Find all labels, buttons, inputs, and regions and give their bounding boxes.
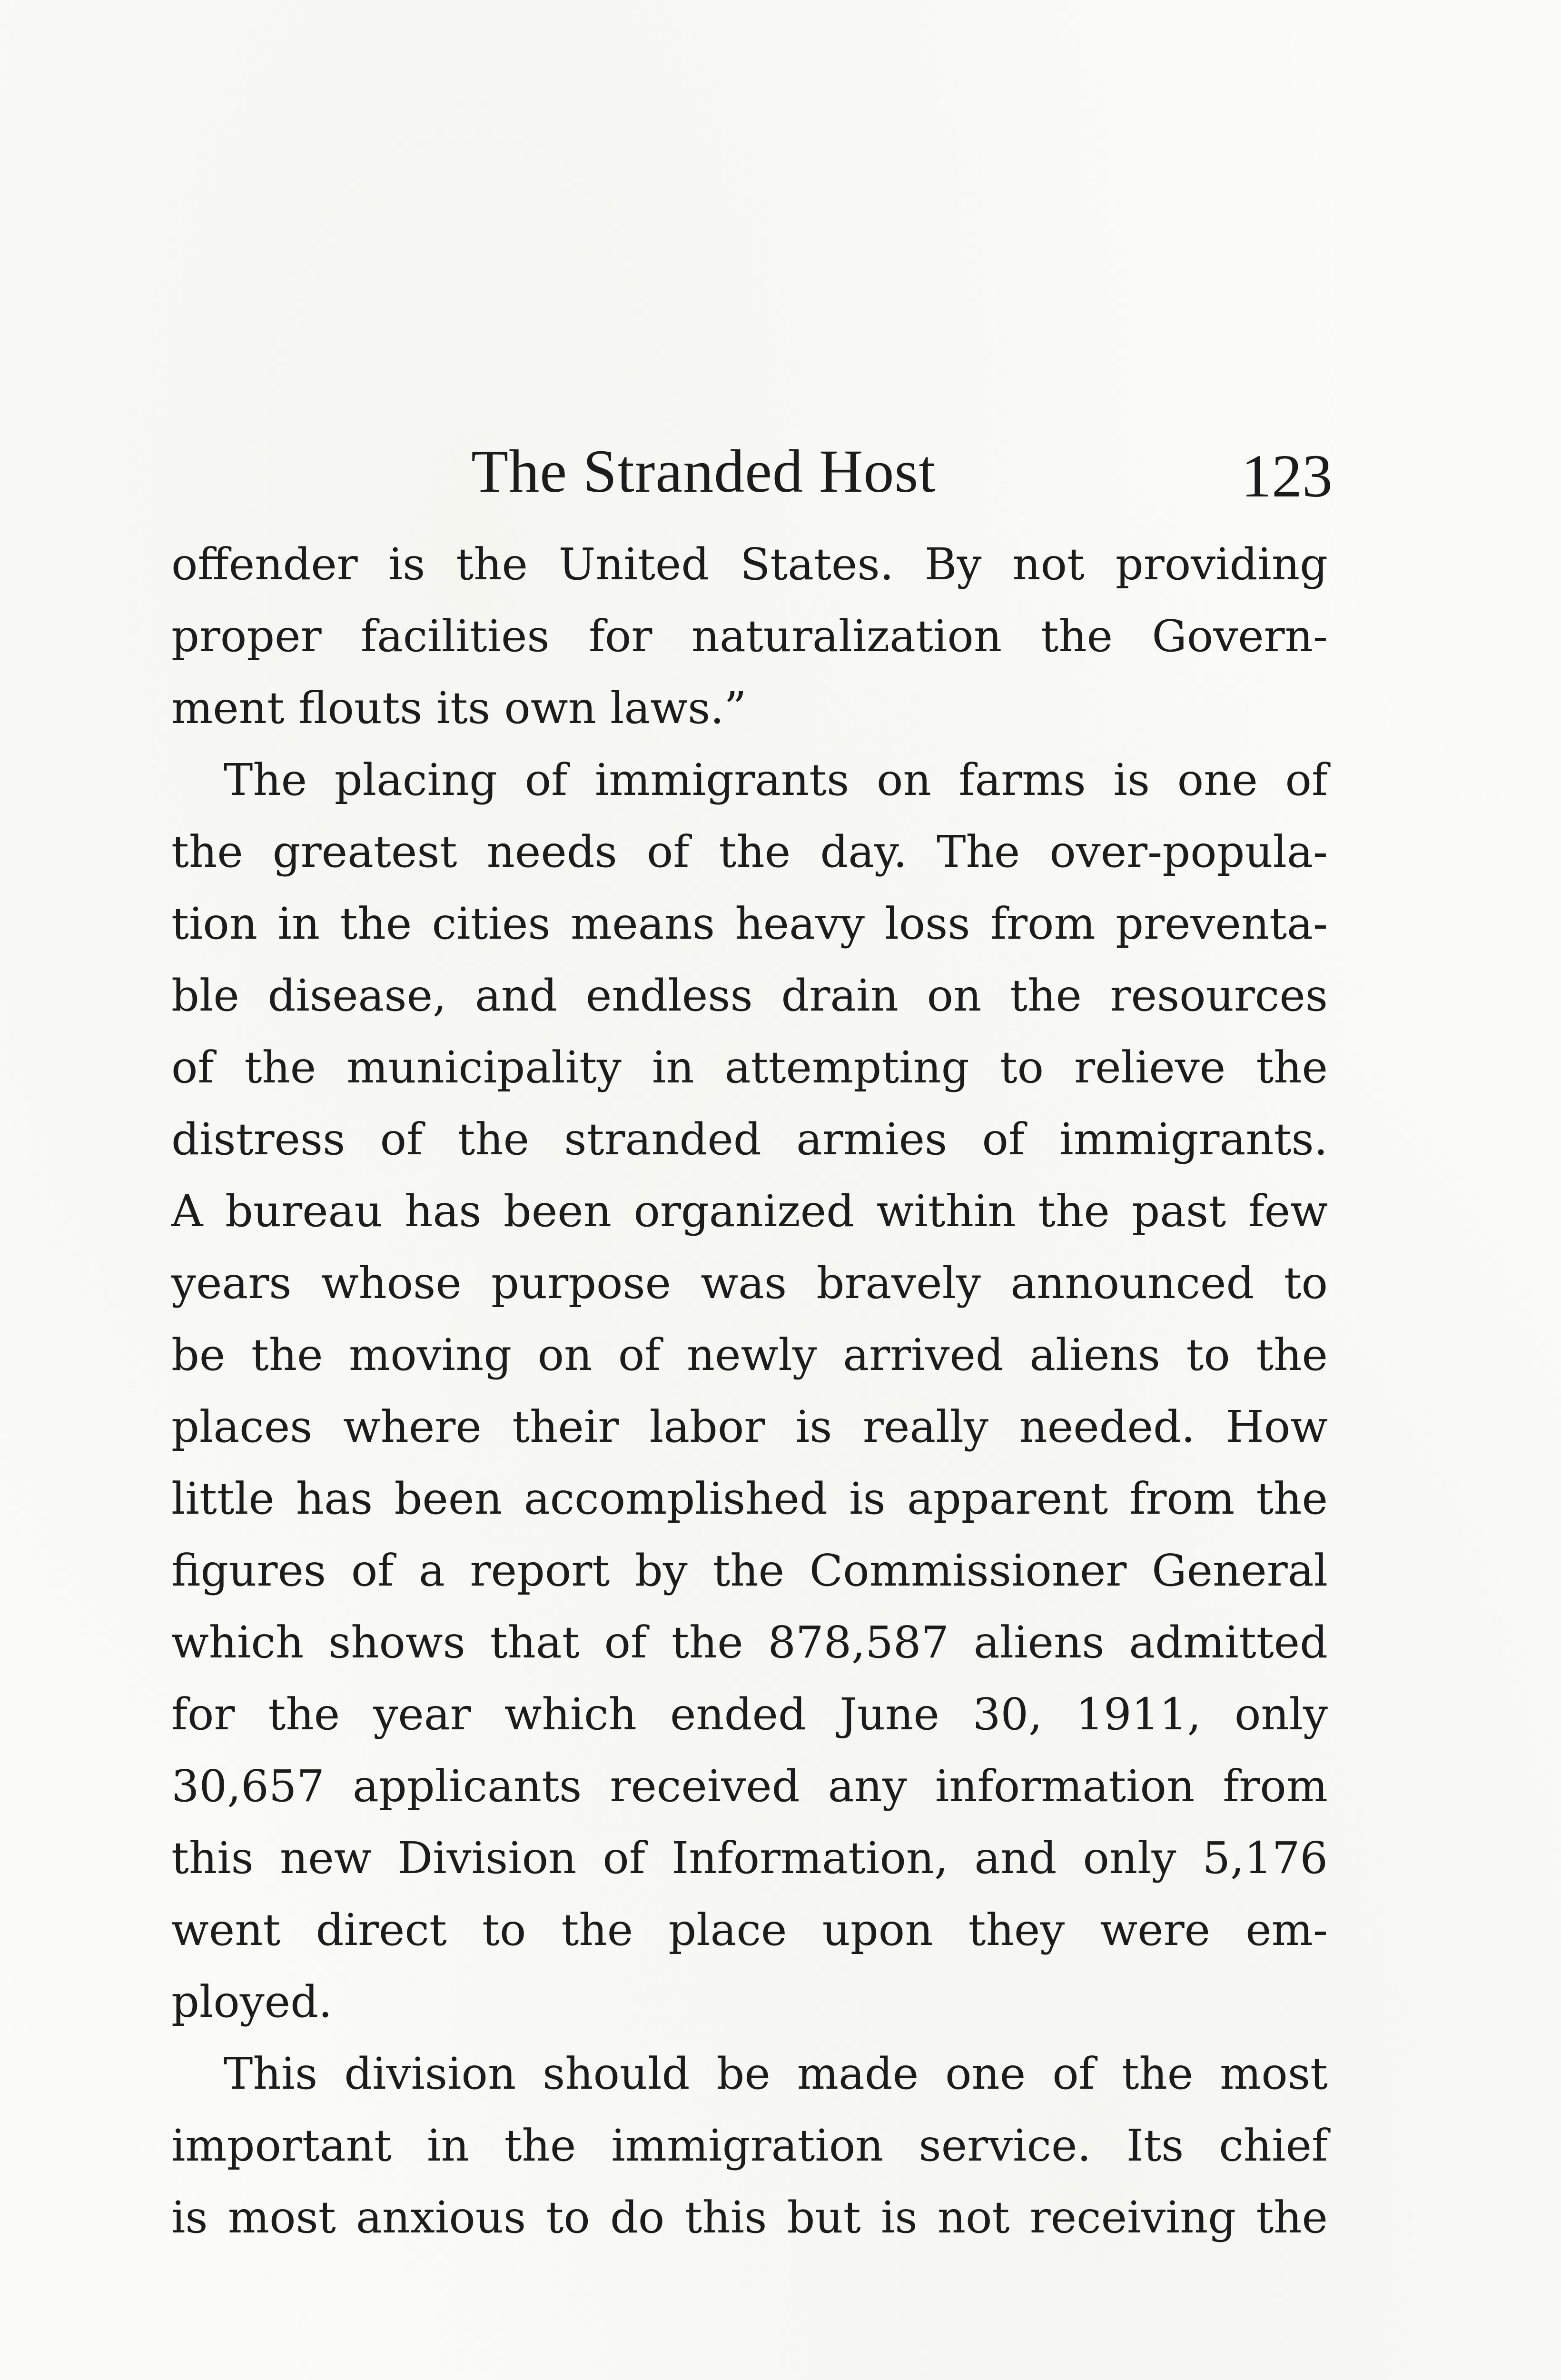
text-line: distress of the stranded armies of immigrants. (171, 1114, 1328, 1165)
text-line: this new Division of Information, and only 5,176 (171, 1833, 1328, 1884)
text-line: ployed. (171, 1976, 333, 2027)
text-line: little has been accomplished is apparent from the (171, 1473, 1328, 1524)
page-number: 123 (1241, 442, 1333, 510)
text-line: ment flouts its own laws.” (171, 683, 747, 734)
text-line: tion in the cities means heavy loss from preventa- (171, 898, 1328, 949)
text-line: for the year which ended June 30, 1911, only (171, 1689, 1328, 1740)
text-line: places where their labor is really needed. How (171, 1401, 1328, 1452)
text-line: years whose purpose was bravely announced to (171, 1258, 1328, 1309)
text-line: A bureau has been organized within the past few (171, 1186, 1328, 1237)
text-line: went direct to the place upon they were em- (171, 1904, 1328, 1955)
text-line: This division should be made one of the most (224, 2048, 1328, 2099)
text-line: ble disease, and endless drain on the resources (171, 970, 1328, 1021)
text-line: important in the immigration service. Its chief (171, 2120, 1328, 2171)
text-line: offender is the United States. By not providing (171, 539, 1328, 590)
text-line: proper facilities for naturalization the Govern- (171, 611, 1328, 662)
running-head-title: The Stranded Host (471, 437, 936, 505)
text-line: the greatest needs of the day. The over-popula- (171, 826, 1328, 877)
text-line: 30,657 applicants received any information from (171, 1761, 1328, 1812)
body-text (171, 528, 1328, 2253)
text-line: be the moving on of newly arrived aliens to the (171, 1329, 1328, 1380)
text-line: which shows that of the 878,587 aliens admitted (171, 1617, 1328, 1668)
text-line: is most anxious to do this but is not receiving the (171, 2192, 1328, 2243)
text-line: of the municipality in attempting to relieve the (171, 1042, 1328, 1093)
text-line: figures of a report by the Commissioner General (171, 1545, 1328, 1596)
text-line: The placing of immigrants on farms is one of (224, 754, 1328, 805)
